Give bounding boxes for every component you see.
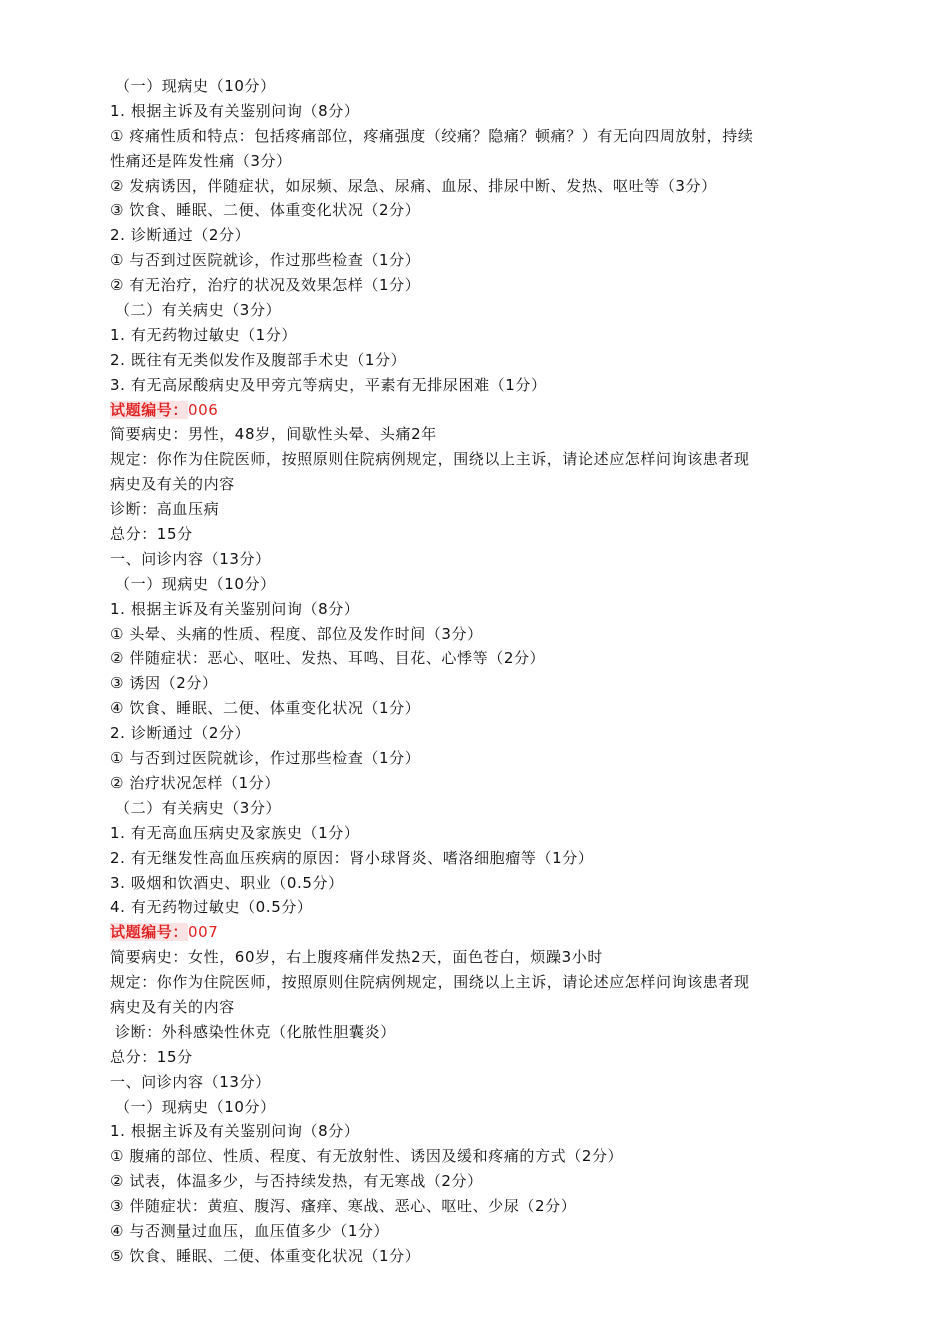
text-line: 3. 有无高尿酸病史及甲旁亢等病史，平素有无排尿困难（1分） (110, 375, 547, 394)
text-line: 3. 吸烟和饮酒史、职业（0.5分） (110, 873, 344, 892)
text-line: ① 与否到过医院就诊，作过那些检查（1分） (110, 749, 421, 768)
text-line: 一、问诊内容（13分） (110, 549, 271, 568)
text-line: 总分：15分 (110, 525, 193, 544)
text-line: ① 头晕、头痛的性质、程度、部位及发作时间（3分） (110, 624, 483, 643)
text-line: ① 与否到过医院就诊，作过那些检查（1分） (110, 251, 421, 270)
text-line: 1. 根据主诉及有关鉴别问询（8分） (110, 1122, 360, 1141)
question-number-heading (110, 398, 830, 423)
text-line: ① 疼痛性质和特点：包括疼痛部位，疼痛强度（绞痛？隐痛？顿痛？）有无向四周放射，持续 (110, 126, 754, 145)
text-line: 规定：你作为住院医师，按照原则住院病例规定，围绕以上主诉，请论述应怎样问询该患者现 (110, 973, 750, 992)
text-line: 简要病史：男性，48岁，间歇性头晕、头痛2年 (110, 425, 437, 444)
text-line: 性痛还是阵发性痛（3分） (110, 151, 292, 170)
text-line: 一、问诊内容（13分） (110, 1072, 271, 1091)
text-line: （一）现病史（10分） (115, 574, 276, 593)
text-line: 4. 有无药物过敏史（0.5分） (110, 898, 313, 917)
text-line: ② 伴随症状：恶心、呕吐、发热、耳鸣、目花、心悸等（2分） (110, 649, 546, 668)
text-line: ④ 饮食、睡眠、二便、体重变化状况（1分） (110, 699, 421, 718)
question-number-value: 006 (188, 400, 219, 419)
text-line: ③ 饮食、睡眠、二便、体重变化状况（2分） (110, 201, 421, 220)
text-line: （二）有关病史（3分） (115, 301, 282, 320)
text-line: ④ 与否测量过血压，血压值多少（1分） (110, 1221, 390, 1240)
text-line: ① 腹痛的部位、性质、程度、有无放射性、诱因及缓和疼痛的方式（2分） (110, 1147, 624, 1166)
text-line: 1. 根据主诉及有关鉴别问询（8分） (110, 101, 360, 120)
text-line: 1. 有无药物过敏史（1分） (110, 325, 298, 344)
text-line: 2. 诊断通过（2分） (110, 226, 251, 245)
text-line: ② 治疗状况怎样（1分） (110, 773, 280, 792)
text-line: 规定：你作为住院医师，按照原则住院病例规定，围绕以上主诉，请论述应怎样问询该患者现 (110, 450, 750, 469)
text-line: （一）现病史（10分） (115, 77, 276, 95)
question-number-label: 试题编号： (110, 923, 189, 942)
text-line: ③ 伴随症状：黄疸、腹泻、瘙痒、寒战、恶心、呕吐、少尿（2分） (110, 1197, 577, 1216)
text-line: 诊断：外科感染性休克（化脓性胆囊炎） (115, 1022, 396, 1041)
text-line: 病史及有关的内容 (110, 997, 235, 1016)
text-line: 1. 根据主诉及有关鉴别问询（8分） (110, 599, 360, 618)
text-line: 诊断：高血压病 (110, 500, 220, 519)
question-number-value: 007 (188, 923, 219, 942)
text-line: 简要病史：女性，60岁，右上腹疼痛伴发热2天，面色苍白，烦躁3小时 (110, 948, 603, 967)
text-line: ② 发病诱因，伴随症状，如尿频、尿急、尿痛、血尿、排尿中断、发热、呕吐等（3分） (110, 176, 717, 195)
text-line: ② 试表，体温多少，与否持续发热，有无寒战（2分） (110, 1172, 483, 1191)
text-line: （一）现病史（10分） (115, 1097, 276, 1116)
text-line: 1. 有无高血压病史及家族史（1分） (110, 823, 360, 842)
question-number-label: 试题编号： (110, 400, 189, 419)
text-line: 总分：15分 (110, 1047, 193, 1066)
text-line: 2. 既往有无类似发作及腹部手术史（1分） (110, 350, 407, 369)
text-line: （二）有关病史（3分） (115, 798, 282, 817)
question-number-heading (110, 920, 830, 945)
text-line: 2. 诊断通过（2分） (110, 724, 251, 743)
text-line: ③ 诱因（2分） (110, 674, 218, 693)
document-body (110, 74, 830, 1269)
text-line: ⑤ 饮食、睡眠、二便、体重变化状况（1分） (110, 1246, 421, 1265)
text-line: 2. 有无继发性高血压疾病的原因：肾小球肾炎、嗜洛细胞瘤等（1分） (110, 848, 594, 867)
text-line: 病史及有关的内容 (110, 475, 235, 494)
text-line: ② 有无治疗，治疗的状况及效果怎样（1分） (110, 276, 421, 295)
